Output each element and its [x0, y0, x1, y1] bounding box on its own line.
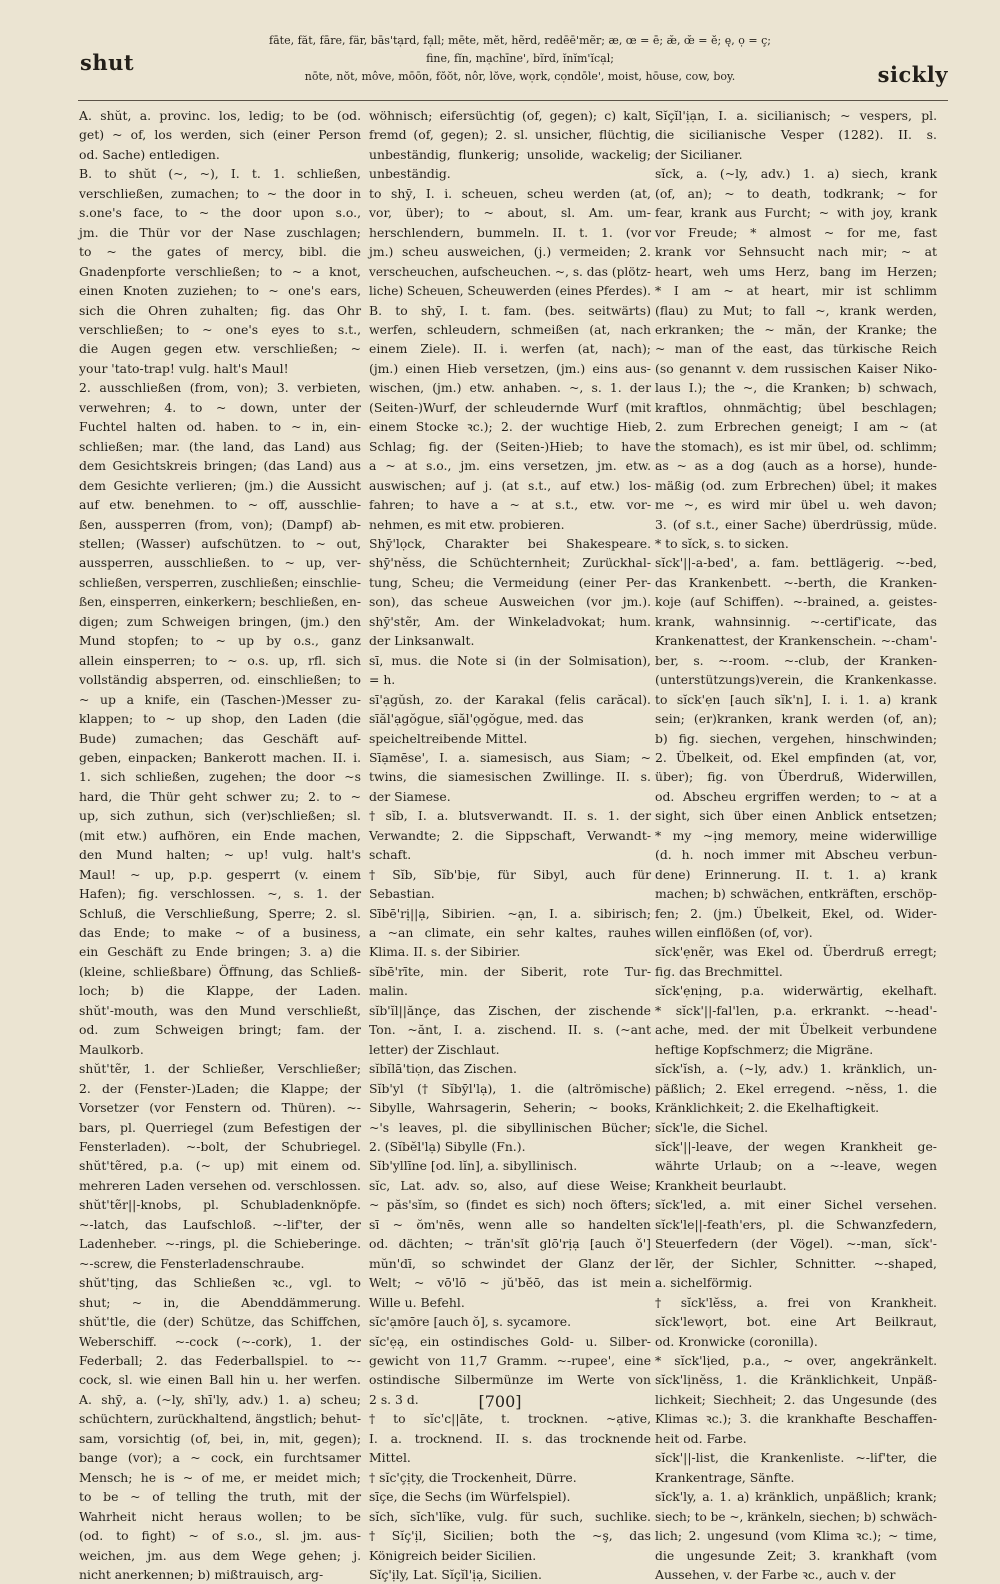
- dictionary-line: sĭck'le, die Sichel.: [655, 1119, 769, 1135]
- dictionary-line: Sĭçĭl'ịạn, I. a. sicilianisch; ~ vespers, pl.: [655, 108, 938, 123]
- dictionary-line: Vorsetzer (vor Fenstern od. Thüren). ~-: [79, 1100, 361, 1116]
- dictionary-line: Schluß, die Verschließung, Sperre; 2. sl.: [79, 905, 361, 921]
- pronunciation-key-line: nōte, nŏt, môve, mōōn, fŏŏt, nôr, lŏve, wọrk, cọndōle', moist, hōuse, cow, boy.: [304, 70, 736, 83]
- dictionary-line: B. to shȳ, I. t. fam. (bes. seitwärts): [369, 302, 651, 318]
- dictionary-line: shŭt'tẽr||-knobs, pl. Schubladenknöpfe.: [79, 1197, 361, 1213]
- dictionary-line: as ~ as a dog (auch as a horse), hunde-: [655, 458, 937, 474]
- dictionary-line: sĭb'ĭl||ănçe, das Zischen, der zischende: [369, 1002, 651, 1018]
- dictionary-line: ßen, aussperren (from, von); (Dampf) ab-: [79, 516, 361, 532]
- dictionary-line: Maulkorb.: [79, 1041, 144, 1057]
- dictionary-line: 2. zum Erbrechen geneigt; I am ~ (at: [655, 419, 937, 435]
- dictionary-line: Ton. ~ănt, I. a. zischend. II. s. (~ant: [369, 1022, 652, 1038]
- dictionary-line: sĭbĭlā'tiọn, das Zischen.: [369, 1061, 517, 1077]
- dictionary-line: shut; ~ in, die Abenddämmerung.: [79, 1294, 361, 1310]
- dictionary-line: † Sĭç'ịl, Sicilien; both the ~ş, das: [369, 1528, 651, 1544]
- dictionary-line: 2. Übelkeit, od. Ekel empfinden (at, vor,: [655, 749, 938, 765]
- dictionary-line: einem Ziele). II. i. werfen (at, nach);: [369, 341, 651, 357]
- dictionary-line: über); fig. von Überdruß, Widerwillen,: [655, 769, 937, 785]
- pronunciation-key-line: fāte, făt, fāre, fär, bās'tạrd, fạll; mēte, mĕt, hẽrd, redēē'mẽr; æ, œ = ē; æ̆, œ̆ = ĕ; ę, ọ = ç;: [269, 34, 771, 47]
- dictionary-line: Federball; 2. das Federballspiel. to ~-: [79, 1353, 361, 1368]
- dictionary-line: Sĭç'ịly, Lat. Sĭçĭl'ịạ, Sicilien.: [369, 1566, 542, 1582]
- pronunciation-key: [220, 32, 820, 86]
- dictionary-line: fahren; to have a ~ at s.t., etw. vor-: [369, 497, 652, 513]
- dictionary-line: Sĭb'yl († Sĭbȳl'lạ), 1. die (altrömische): [369, 1080, 652, 1096]
- dictionary-line: dene) Erinnerung. II. t. 1. a) krank: [655, 866, 937, 882]
- dictionary-line: Mittel.: [369, 1450, 411, 1466]
- dictionary-line: (jm.) einen Hieb versetzen, (jm.) eins aus-: [369, 360, 651, 376]
- dictionary-line: jm. die Thür vor der Nase zuschlagen;: [79, 224, 361, 240]
- dictionary-line: shȳ'stẽr, Am. der Winkeladvokat; hum.: [369, 613, 651, 629]
- dictionary-line: * sĭck'lịed, p.a., ~ over, angekränkelt.: [655, 1353, 938, 1368]
- dictionary-line: shŭt'tẽr, 1. der Schließer, Verschließer;: [79, 1061, 362, 1077]
- dictionary-line: aussperren, ausschließen. to ~ up, ver-: [79, 555, 361, 571]
- dictionary-line: dem Gesichte verlieren; (jm.) die Aussicht: [79, 477, 361, 493]
- dictionary-line: Mensch; he is ~ of me, er meidet mich;: [79, 1469, 361, 1485]
- dictionary-line: verscheuchen, aufscheuchen. ~, s. das (plötz-: [369, 263, 652, 279]
- dictionary-column-1: [79, 106, 362, 1582]
- dictionary-line: herschlendern, bummeln. II. t. 1. (vor: [369, 224, 651, 240]
- dictionary-line: hard, die Thür geht schwer zu; 2. to ~: [79, 788, 362, 804]
- dictionary-line: Verwandte; 2. die Sippschaft, Verwandt-: [369, 827, 652, 843]
- dictionary-line: wöhnisch; eifersüchtig (of, gegen); c) kalt,: [369, 108, 651, 123]
- dictionary-line: auf etw. benehmen. to ~ off, ausschlie-: [79, 497, 362, 513]
- dictionary-line: a ~an climate, ein sehr kaltes, rauhes: [369, 925, 652, 941]
- dictionary-line: 2 s. 3 d.: [369, 1391, 419, 1407]
- dictionary-line: sĭck'led, a. mit einer Sichel versehen.: [655, 1197, 937, 1213]
- dictionary-line: gewicht von 11,7 Gramm. ~-rupee', eine: [369, 1353, 652, 1368]
- dictionary-line: erkranken; the ~ măn, der Kranke; the: [655, 321, 937, 337]
- dictionary-line: das Ende; to make ~ of a business,: [79, 925, 361, 941]
- dictionary-line: * to sĭck, s. to sicken.: [655, 535, 789, 551]
- dictionary-line: od. Abscheu ergriffen werden; to ~ at a: [655, 788, 937, 804]
- dictionary-line: sĭck'||-a-bed', a. fam. bettlägerig. ~-bed,: [655, 555, 937, 571]
- dictionary-line: Krankentrage, Sänfte.: [655, 1469, 795, 1485]
- dictionary-line: schließen; mar. (the land, das Land) aus: [79, 438, 361, 454]
- dictionary-line: mäßig (od. zum Erbrechen) übel; it makes: [655, 477, 937, 493]
- dictionary-line: a. sichelförmig.: [655, 1275, 753, 1291]
- dictionary-line: die Augen gegen etw. verschließen; ~: [79, 341, 361, 357]
- dictionary-line: (unterstützungs)verein, die Krankenkasse.: [655, 672, 937, 688]
- dictionary-line: ~ păs'sĭm, so (findet es sich) noch öfters;: [369, 1197, 652, 1213]
- dictionary-line: Klimas ꝛc.); 3. die krankhafte Beschaffen-: [655, 1411, 938, 1427]
- dictionary-line: to sĭck'ẹn [auch sĭk'n], I. i. 1. a) krank: [655, 691, 937, 707]
- dictionary-line: Wahrheit nicht heraus wollen; to be: [79, 1508, 361, 1524]
- dictionary-line: A. shŭt, a. provinc. los, ledig; to be (od.: [79, 108, 362, 123]
- dictionary-line: siech; to be ~, kränkeln, siechen; b) schwäch-: [655, 1508, 937, 1524]
- dictionary-line: sī, mus. die Note si (in der Solmisation),: [369, 652, 651, 668]
- dictionary-line: (d. h. noch immer mit Abscheu verbun-: [655, 847, 938, 863]
- dictionary-line: od. Sache) entledigen.: [79, 146, 220, 162]
- dictionary-line: sĭck, a. (~ly, adv.) 1. a) siech, krank: [655, 166, 937, 182]
- dictionary-line: † sĭb, I. a. blutsverwandt. II. s. 1. der: [369, 808, 652, 824]
- dictionary-line: 1. sich schließen, zugehen; the door ~s: [79, 769, 362, 785]
- dictionary-line: Ladenheber. ~-rings, pl. die Schieberinge.: [79, 1236, 362, 1252]
- dictionary-line: währte Urlaub; on a ~-leave, wegen: [655, 1158, 937, 1174]
- dictionary-line: Welt; ~ vō'lō ~ jŭ'bĕō, das ist mein: [369, 1275, 651, 1291]
- dictionary-line: Shȳ'lọck, Charakter bei Shakespeare.: [369, 535, 652, 551]
- dictionary-line: sĭck'ĭsh, a. (~ly, adv.) 1. kränklich, un-: [655, 1061, 937, 1077]
- dictionary-line: sīçe, die Sechs (im Würfelspiel).: [369, 1489, 571, 1505]
- dictionary-line: Hafen); fig. verschlossen. ~, s. 1. der: [79, 886, 362, 902]
- dictionary-line: sĭck'ẹnẽr, was Ekel od. Überdruß erregt;: [655, 944, 937, 960]
- dictionary-line: verschließen; to ~ one's eyes to s.t.,: [79, 321, 362, 337]
- dictionary-line: sĭck'le||-feath'ers, pl. die Schwanzfedern,: [655, 1216, 937, 1232]
- dictionary-line: † Sĭb, Sĭb'bịe, für Sibyl, auch für: [369, 866, 652, 882]
- dictionary-line: to be ~ of telling the truth, mit der: [79, 1489, 362, 1505]
- dictionary-line: ßen, einsperren, einkerkern; beschließen, en-: [79, 594, 361, 610]
- dictionary-line: die ungesunde Zeit; 3. krankhaft (vom: [655, 1547, 937, 1563]
- dictionary-line: sĭc'ạmōre [auch ŏ], s. sycamore.: [369, 1314, 572, 1330]
- dictionary-line: A. shȳ, a. (~ly, shī'ly, adv.) 1. a) scheu;: [79, 1391, 361, 1407]
- dictionary-line: sī ~ ŏm'nēs, wenn alle so handelten: [369, 1216, 652, 1232]
- dictionary-line: Krankheit beurlaubt.: [655, 1177, 787, 1193]
- dictionary-line: kraftlos, ohnmächtig; übel beschlagen;: [655, 399, 937, 415]
- dictionary-line: willen einflößen (of, vor).: [655, 925, 813, 941]
- dictionary-line: (kleine, schließbare) Öffnung, das Schließ-: [79, 963, 361, 979]
- dictionary-line: sich die Ohren zuhalten; fig. das Ohr: [79, 302, 361, 318]
- dictionary-line: sam, vorsichtig (of, bei, in, mit, gegen);: [79, 1430, 361, 1446]
- dictionary-line: your 'tato-trap! vulg. halt's Maul!: [79, 360, 289, 376]
- dictionary-line: ber, s. ~-room. ~-club, der Kranken-: [655, 652, 938, 668]
- pronunciation-key-line: fine, fĭn, mạchīne', bĩrd, ĭnĭm'ĭcạl;: [426, 52, 614, 65]
- running-head-left: shut: [80, 50, 135, 75]
- dictionary-line: ~-latch, das Laufschloß. ~-lif'ter, der: [79, 1216, 361, 1232]
- dictionary-line: (flau) zu Mut; to fall ~, krank werden,: [655, 302, 937, 318]
- dictionary-line: verwehren; 4. to ~ down, unter der: [79, 399, 361, 415]
- dictionary-line: fear, krank aus Furcht; ~ with joy, krank: [655, 205, 938, 221]
- dictionary-line: das Krankenbett. ~-berth, die Kranken-: [655, 574, 937, 590]
- dictionary-line: heit od. Farbe.: [655, 1430, 747, 1446]
- dictionary-line: loch; b) die Klappe, der Laden.: [79, 983, 361, 999]
- dictionary-line: shŭt'-mouth, was den Mund verschließt,: [79, 1002, 361, 1018]
- dictionary-line: 3. (of s.t., einer Sache) überdrüssig, müde.: [655, 516, 938, 532]
- dictionary-line: verschließen, zumachen; to ~ the door in: [79, 185, 361, 201]
- dictionary-line: Kränklichkeit; 2. die Ekelhaftigkeit.: [655, 1100, 880, 1116]
- dictionary-line: nehmen, es mit etw. probieren.: [369, 516, 565, 532]
- dictionary-line: Bude) zumachen; das Geschäft auf-: [79, 730, 361, 746]
- dictionary-line: Klima. II. s. der Sibirier.: [369, 944, 521, 960]
- dictionary-line: twins, die siamesischen Zwillinge. II. s.: [369, 769, 651, 785]
- dictionary-line: den Mund halten; ~ up! vulg. halt's: [79, 847, 361, 863]
- dictionary-line: sight, sich über einen Anblick entsetzen;: [655, 808, 938, 824]
- dictionary-line: krank vor Sehnsucht nach mir; ~ at: [655, 244, 938, 260]
- dictionary-line: jm.) scheu ausweichen, (j.) vermeiden; 2.: [369, 244, 651, 260]
- dictionary-line: nicht anerkennen; b) mißtrauisch, arg-: [79, 1566, 324, 1582]
- dictionary-line: bars, pl. Querriegel (zum Befestigen der: [79, 1119, 361, 1135]
- dictionary-line: auswischen; auf j. (at s.t., auf etw.) los-: [369, 477, 652, 493]
- dictionary-line: mŭn'dī, so schwindet der Glanz der: [369, 1255, 652, 1271]
- dictionary-line: machen; b) schwächen, entkräften, erschöp-: [655, 886, 937, 902]
- dictionary-line: * sĭck'||-fal'len, p.a. erkrankt. ~-head'-: [655, 1002, 938, 1018]
- dictionary-line: (so genannt v. dem russischen Kaiser Niko-: [655, 360, 938, 376]
- dictionary-line: sĭc, Lat. adv. so, also, auf diese Weise;: [369, 1177, 651, 1193]
- dictionary-line: Sĭb'yllīne [od. lĭn], a. sibyllinisch.: [369, 1158, 578, 1174]
- dictionary-line: dem Gesichtskreis bringen; (das Land) aus: [79, 458, 362, 474]
- dictionary-line: sein; (er)kranken, krank werden (of, an);: [655, 711, 937, 727]
- dictionary-line: † sĭc'çịty, die Trockenheit, Dürre.: [369, 1469, 577, 1485]
- dictionary-line: b) fig. siechen, vergehen, hinschwinden;: [655, 730, 938, 746]
- dictionary-line: der Sicilianer.: [655, 146, 743, 162]
- dictionary-line: speicheltreibende Mittel.: [369, 730, 528, 746]
- dictionary-line: sĭck'||-list, die Krankenliste. ~-lif'ter, die: [655, 1450, 938, 1466]
- dictionary-line: Weberschiff. ~-cock (~-cork), 1. der: [79, 1333, 361, 1349]
- dictionary-line: a ~ at s.o., jm. eins versetzen, jm. etw.: [369, 458, 652, 474]
- dictionary-line: me ~, es wird mir übel u. weh davon;: [655, 497, 937, 513]
- dictionary-line: Sībē'rị||ạ, Sibirien. ~ạn, I. a. sibirisch;: [369, 905, 652, 921]
- dictionary-line: Königreich beider Sicilien.: [369, 1547, 537, 1563]
- dictionary-line: Gnadenpforte verschließen; to ~ a knot,: [79, 263, 361, 279]
- dictionary-line: fen; 2. (jm.) Übelkeit, Ekel, od. Wider-: [655, 905, 937, 921]
- dictionary-line: cock, sl. wie einen Ball hin u. her werfen.: [79, 1372, 361, 1388]
- dictionary-line: sĭck'lewọrt, bot. eine Art Beilkraut,: [655, 1314, 937, 1330]
- dictionary-line: malin.: [369, 983, 408, 999]
- dictionary-line: einem Stocke ꝛc.); 2. der wuchtige Hieb,: [369, 419, 651, 435]
- dictionary-line: = h.: [369, 672, 396, 688]
- dictionary-line: shŭt'tịng, das Schließen ꝛc., vgl. to: [79, 1275, 361, 1291]
- dictionary-line: shȳ'nĕss, die Schüchternheit; Zurückhal-: [369, 555, 652, 571]
- dictionary-line: digen; zum Schweigen bringen, (jm.) den: [79, 613, 361, 629]
- dictionary-line: ostindische Silbermünze im Werte von: [369, 1372, 651, 1388]
- dictionary-line: weichen, jm. aus dem Wege gehen; j.: [79, 1547, 362, 1563]
- dictionary-line: geben, einpacken; Bankerott machen. II. i.: [79, 749, 362, 765]
- dictionary-line: liche) Scheuen, Scheuwerden (eines Pferdes).: [369, 283, 651, 299]
- dictionary-line: tung, Scheu; die Vermeidung (einer Per-: [369, 574, 651, 590]
- dictionary-line: sĭck'||-leave, der wegen Krankheit ge-: [655, 1139, 937, 1155]
- header-rule: [78, 100, 948, 101]
- dictionary-line: der Linksanwalt.: [369, 633, 475, 649]
- dictionary-line: the stomach), es ist mir übel, od. schlimm;: [655, 438, 937, 454]
- dictionary-line: koje (auf Schiffen). ~-brained, a. geistes-: [655, 594, 938, 610]
- dictionary-line: sĭbē'rīte, min. der Siberit, rote Tur-: [369, 963, 652, 979]
- dictionary-line: der Siamese.: [369, 788, 451, 804]
- dictionary-line: schließen, versperren, zuschließen; einschlie-: [79, 574, 362, 590]
- dictionary-line: shŭt'tẽred, p.a. (~ up) mit einem od.: [79, 1158, 361, 1174]
- dictionary-line: B. to shŭt (~, ~), I. t. 1. schließen,: [79, 166, 361, 182]
- dictionary-line: einen Knoten zuziehen; to ~ one's ears,: [79, 283, 362, 299]
- dictionary-line: sīăl'ạgŏgue, sīăl'ọgŏgue, med. das: [369, 711, 584, 727]
- dictionary-line: Steuerfedern (der Vögel). ~-man, sĭck'-: [655, 1236, 937, 1252]
- dictionary-line: allein einsperren; to ~ o.s. up, rfl. sich: [79, 652, 362, 668]
- dictionary-line: Sebastian.: [369, 886, 435, 902]
- dictionary-line: * my ~ịng memory, meine widerwillige: [655, 827, 937, 843]
- dictionary-line: to ~ the gates of mercy, bibl. die: [79, 244, 361, 260]
- dictionary-line: schüchtern, zurückhaltend, ängstlich; behut-: [79, 1411, 362, 1427]
- dictionary-line: lich; 2. ungesund (vom Klima ꝛc.); ~ time,: [655, 1528, 937, 1544]
- dictionary-line: od. zum Schweigen bringt; fam. der: [79, 1022, 361, 1038]
- dictionary-line: vollständig absperren, od. einschließen; to: [79, 672, 361, 688]
- dictionary-line: s.one's face, to ~ the door upon s.o.,: [79, 205, 362, 221]
- dictionary-line: Sibylle, Wahrsagerin, Seherin; ~ books,: [369, 1100, 651, 1116]
- dictionary-line: Maul! ~ up, p.p. gesperrt (v. einem: [79, 866, 361, 882]
- dictionary-line: ache, med. der mit Übelkeit verbundene: [655, 1022, 937, 1038]
- dictionary-line: vor, über); to ~ about, sl. Am. um-: [369, 205, 651, 221]
- dictionary-line: laus I.); the ~, die Kranken; b) schwach,: [655, 380, 938, 396]
- dictionary-line: stellen; (Wasser) aufschützen. to ~ out,: [79, 535, 362, 551]
- page-number: [700]: [478, 1392, 522, 1411]
- dictionary-line: * I am ~ at heart, mir ist schlimm: [655, 283, 937, 299]
- dictionary-line: die sicilianische Vesper (1282). II. s.: [655, 127, 937, 143]
- dictionary-line: sĭck'lịnĕss, 1. die Kränklichkeit, Unpäß-: [655, 1372, 937, 1388]
- dictionary-line: Wille u. Befehl.: [369, 1294, 465, 1310]
- dictionary-line: schaft.: [369, 847, 412, 863]
- dictionary-line: (Seiten-)Wurf, der schleudernde Wurf (mit: [369, 399, 652, 415]
- dictionary-line: sĭck'ẹnịng, p.a. widerwärtig, ekelhaft.: [655, 983, 937, 999]
- dictionary-line: ~-screw, die Fensterladenschraube.: [79, 1255, 305, 1271]
- dictionary-line: klappen; to ~ up shop, den Laden (die: [79, 711, 361, 727]
- dictionary-line: heart, weh ums Herz, bang im Herzen;: [655, 263, 937, 279]
- dictionary-line: vor Freude; * almost ~ for me, fast: [655, 224, 937, 240]
- dictionary-line: od. Kronwicke (coronilla).: [655, 1333, 818, 1349]
- dictionary-line: Sīạmēse', I. a. siamesisch, aus Siam; ~: [369, 749, 651, 765]
- dictionary-line: ~'s leaves, pl. die sibyllinischen Bücher;: [369, 1119, 651, 1135]
- dictionary-line: Fensterladen). ~-bolt, der Schubriegel.: [79, 1139, 361, 1155]
- dictionary-line: Fuchtel halten od. haben. to ~ in, ein-: [79, 419, 361, 435]
- dictionary-line: wischen, (jm.) etw. anhaben. ~, s. 1. der: [369, 380, 651, 396]
- dictionary-line: mehreren Laden versehen od. verschlossen.: [79, 1177, 361, 1193]
- dictionary-line: unbeständig.: [369, 166, 451, 182]
- dictionary-line: Aussehen, v. der Farbe ꝛc., auch v. der: [655, 1566, 896, 1582]
- dictionary-line: Mund stopfen; to ~ up by o.s., ganz: [79, 633, 361, 649]
- dictionary-line: bange (vor); a ~ cock, ein furchtsamer: [79, 1450, 361, 1466]
- dictionary-line: † to sĭc'c||āte, t. trocknen. ~ạtive,: [369, 1411, 652, 1427]
- dictionary-line: to shȳ, I. i. scheuen, scheu werden (at,: [369, 185, 651, 201]
- dictionary-line: (mit etw.) aufhören, ein Ende machen,: [79, 827, 361, 843]
- dictionary-line: letter) der Zischlaut.: [369, 1041, 500, 1057]
- dictionary-line: krank, wahnsinnig. ~-certif'icate, das: [655, 613, 938, 629]
- dictionary-line: lichkeit; Siechheit; 2. das Ungesunde (des: [655, 1391, 938, 1407]
- dictionary-line: 2. (Sĭbĕl'lạ) Sibylle (Fn.).: [369, 1139, 526, 1155]
- dictionary-line: sĭc'ẹạ, ein ostindisches Gold- u. Silber-: [369, 1333, 651, 1349]
- dictionary-line: fig. das Brechmittel.: [655, 963, 783, 979]
- dictionary-line: up, sich zuthun, sich (ver)schließen; sl.: [79, 808, 361, 824]
- dictionary-line: son), das scheue Ausweichen (vor jm.).: [369, 594, 652, 610]
- dictionary-line: sī'ạgŭsh, zo. der Karakal (felis carăcal).: [369, 691, 651, 707]
- dictionary-line: † sĭck'lĕss, a. frei von Krankheit.: [655, 1294, 937, 1310]
- dictionary-line: päßlich; 2. Ekel erregend. ~nĕss, 1. die: [655, 1080, 938, 1096]
- dictionary-line: fremd (of, gegen); 2. sl. unsicher, flüchtig,: [369, 127, 651, 143]
- dictionary-line: unbeständig, flunkerig; unsolide, wackelig;: [369, 146, 651, 162]
- dictionary-line: Schlag; fig. der (Seiten-)Hieb; to have: [369, 438, 652, 454]
- dictionary-line: 2. ausschließen (from, von); 3. verbieten,: [79, 380, 361, 396]
- dictionary-line: get) ~ of, los werden, sich (einer Person: [79, 127, 362, 143]
- dictionary-line: I. a. trocknend. II. s. das trocknende: [369, 1430, 651, 1446]
- dictionary-line: od. dächten; ~ trăn'sĭt glō'rịạ [auch ŏ']: [369, 1236, 651, 1252]
- dictionary-line: 2. der (Fenster-)Laden; die Klappe; der: [79, 1080, 362, 1096]
- dictionary-line: werfen, schleudern, schmeißen (at, nach: [369, 321, 652, 337]
- dictionary-column-3: [655, 106, 938, 1582]
- dictionary-line: ein Geschäft zu Ende bringen; 3. a) die: [79, 944, 361, 960]
- dictionary-line: Krankenattest, der Krankenschein. ~-cham'-: [655, 633, 937, 649]
- dictionary-line: shŭt'tle, die (der) Schütze, das Schiffchen,: [79, 1314, 361, 1330]
- dictionary-line: ~ up a knife, ein (Taschen-)Messer zu-: [79, 691, 361, 707]
- dictionary-line: ~ man of the east, das türkische Reich: [655, 341, 938, 357]
- dictionary-line: lẽr, der Sichler, Schnitter. ~-shaped,: [655, 1255, 937, 1271]
- dictionary-line: (of, an); ~ to death, todkrank; ~ for: [655, 185, 937, 201]
- dictionary-line: sĭch, sĭch'lĭke, vulg. für such, suchlike.: [369, 1508, 651, 1524]
- dictionary-line: sĭck'ly, a. 1. a) kränklich, unpäßlich; krank;: [655, 1489, 937, 1505]
- dictionary-line: (od. to fight) ~ of s.o., sl. jm. aus-: [79, 1528, 361, 1544]
- dictionary-line: heftige Kopfschmerz; die Migräne.: [655, 1041, 874, 1057]
- running-head-right: sickly: [877, 62, 948, 87]
